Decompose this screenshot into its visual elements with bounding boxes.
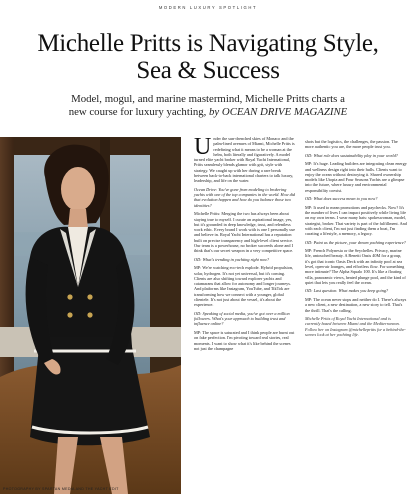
answer-5: MP: It used to mean promotions and paychecks. Now? It's the number of lives I can impact positively while living life on my own terms. I wear many hats: spokeswoman, model, strategist, broker. That variety is part of the fulfillment. And with each client, I'm not just finding them a boat, I'm curating a lifestyle, a memory, a legacy. xyxy=(305,204,407,237)
section-kicker: MODERN LUXURY SPOTLIGHT xyxy=(158,5,258,10)
photo-credit: PHOTOGRAPHY BY SPARTAN MEDIA AND THE YACHT EDIT xyxy=(3,487,119,491)
answer-1: Michelle Pritts: Merging the two has always been about staying true to myself. I curate an aspirational image, yes, but it's grounded in deep knowledge, trust, and relentless work ethic. Every brand I work with is one I personally use and believe in. Royal Yacht International has a reputation built on precise transparency and high-level client service. Our team is a powerhouse, no broker succeeds alone and I think that's our secret weapon in a very competitive space. xyxy=(194,211,296,254)
answer-3-continued: shots but the logistics, the challenges, the passion. The more authentic you are, the more people trust you. xyxy=(305,139,398,150)
article-column-2 xyxy=(305,139,407,340)
article-deck xyxy=(62,93,354,119)
answer-4: MP: It's huge. Leading builders are integrating clean energy and wellness design right into their hulls. Clients want to enjoy the ocean without destroying it. Shared ownership models like Utopia and Four Seasons Yachts are a glimpse into the future, where luxury and environmental responsibility coexist. xyxy=(305,161,407,193)
question-4: OD: What role does sustainability play in your world? xyxy=(305,152,398,158)
drop-cap: U xyxy=(194,134,212,160)
article-title: Michelle Pritts is Navigating Style, Sea & Success xyxy=(37,30,379,84)
question-7: OD: Last question. What makes you keep going? xyxy=(305,288,389,294)
question-5: OD: What does success mean to you now? xyxy=(305,196,378,202)
portrait-illustration xyxy=(0,137,181,494)
deck-byline: by OCEAN DRIVE MAGAZINE xyxy=(209,106,348,118)
answer-6: MP: French Polynesia or the Seychelles. Privacy, marine life, untouched beauty. A Benetti Oasis 40M for a group, it's got that iconic Oasis Deck with an infinity pool at sea level, open-air lounges, and effortless flow. For something more intimate? The Alpha Squalo 100. It's like a floating villa, panoramic views, heated plunge pool, and the kind of quiet that lets you really feel the ocean. xyxy=(305,248,406,285)
question-6: OD: Paint us the picture, your dream yachting experience? xyxy=(305,239,406,245)
question-3: OD: Speaking of social media, you've got over a million followers. What's your approach to building trust and influence online? xyxy=(194,310,290,327)
answer-3: MP: The space is saturated and I think people are burnt out on fake perfection. I'm pivoting toward real stories, real moments. I want to show what it's like behind the scenes not just the champagne xyxy=(194,329,295,351)
deck-text: Model, mogul, and marine mastermind, Michelle Pritts charts a new course for luxury yachting, xyxy=(68,93,345,118)
face xyxy=(61,167,95,211)
answer-2: MP: We're watching eco-tech explode. Hybrid propulsion, solar, hydrogen. It's not yet universal, but it's coming. Clients are also shifting toward explorer yachts and catamarans that allow for autonomy and longer journeys. And platforms like Instagram, YouTube, and TikTok are transforming how we connect with a younger, global clientele. It's not just about the vessel, it's about the experience. xyxy=(194,265,294,308)
gold-button xyxy=(67,294,72,299)
author-bio: Michelle Pritts of Royal Yacht International and is currently based between Miami and the Mediterranean. Follow her on Instagram @michellepritts for a behind-the-scenes look at her yachting life. xyxy=(305,316,406,337)
intro-paragraph xyxy=(194,136,296,184)
question-1: Ocean Drive: You've gone from modeling to brokering yachts with one of the top companies in the world. How did that evolution happen and how do you balance those two identities? xyxy=(194,186,296,208)
article-column-1 xyxy=(194,136,296,354)
intro-text: nder the sun-drenched skies of Monaco and the palm-lined avenues of Miami, Michelle Pritts is redefining what it means to be a woman at the helm, both literally and figuratively. A model turned elite yacht broker with Royal Yacht International, Pritts seamlessly blends glamor with grit, style with strategy. We caught up with her during a rare break between back-to-back international charters to talk luxury, leadership, and life on the water. xyxy=(194,136,295,184)
question-2: OD: What's trending in yachting right now? xyxy=(194,256,270,262)
cover-photo xyxy=(0,137,181,494)
answer-7: MP: The ocean never stops and neither do I. There's always a new client, a new destination, a new story to tell. That's the thrill. That's the calling. xyxy=(305,296,407,313)
